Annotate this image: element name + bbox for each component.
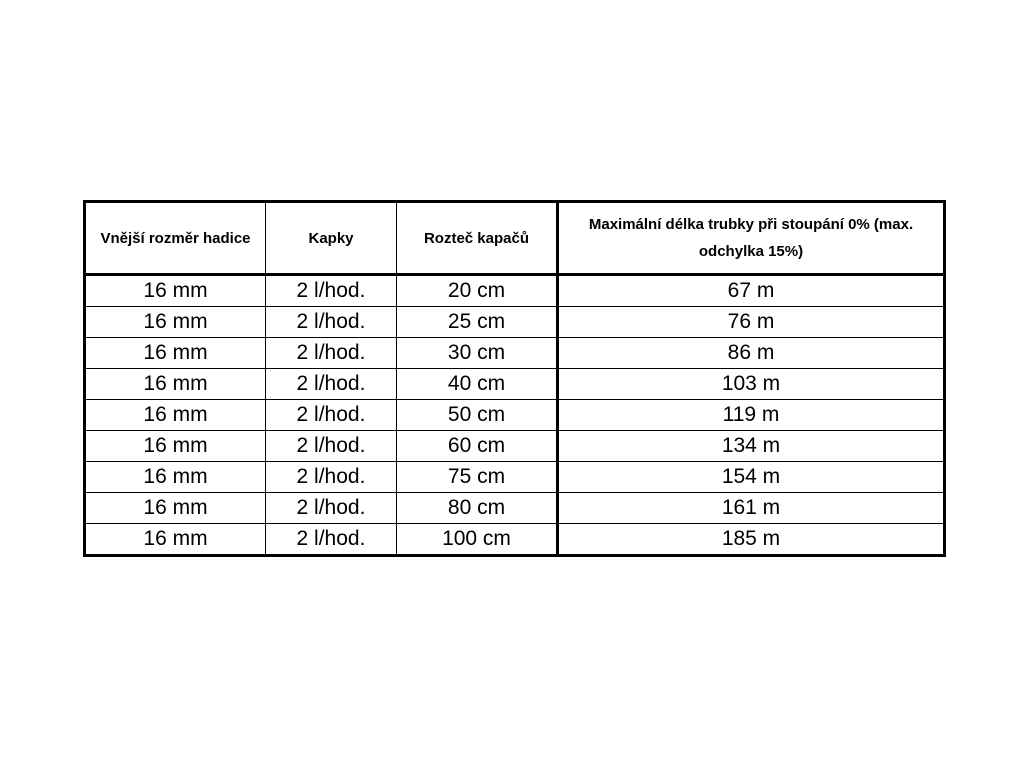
cell-outer-diameter: 16 mm [85,462,266,493]
table-row [85,275,945,307]
cell-dripper-spacing: 60 cm [397,431,558,462]
header-outer-diameter: Vnější rozměr hadice [85,202,266,275]
header-dripper-spacing: Rozteč kapačů [397,202,558,275]
table-row [85,307,945,338]
cell-drops: 2 l/hod. [266,307,397,338]
cell-dripper-spacing: 80 cm [397,493,558,524]
cell-drops: 2 l/hod. [266,369,397,400]
cell-dripper-spacing: 25 cm [397,307,558,338]
cell-max-length: 103 m [558,369,945,400]
cell-max-length: 161 m [558,493,945,524]
cell-outer-diameter: 16 mm [85,307,266,338]
cell-drops: 2 l/hod. [266,275,397,307]
cell-dripper-spacing: 20 cm [397,275,558,307]
cell-drops: 2 l/hod. [266,462,397,493]
table-row [85,524,945,556]
header-drops: Kapky [266,202,397,275]
cell-max-length: 185 m [558,524,945,556]
table-row [85,431,945,462]
cell-drops: 2 l/hod. [266,338,397,369]
cell-outer-diameter: 16 mm [85,400,266,431]
cell-max-length: 119 m [558,400,945,431]
table-body [85,275,945,556]
cell-dripper-spacing: 30 cm [397,338,558,369]
cell-outer-diameter: 16 mm [85,524,266,556]
cell-outer-diameter: 16 mm [85,338,266,369]
cell-max-length: 76 m [558,307,945,338]
cell-outer-diameter: 16 mm [85,493,266,524]
drip-hose-spec-table [83,200,946,557]
header-max-length: Maximální délka trubky při stoupání 0% (max. odchylka 15%) [558,202,945,275]
cell-max-length: 86 m [558,338,945,369]
cell-drops: 2 l/hod. [266,431,397,462]
cell-dripper-spacing: 100 cm [397,524,558,556]
cell-drops: 2 l/hod. [266,524,397,556]
cell-dripper-spacing: 75 cm [397,462,558,493]
cell-dripper-spacing: 50 cm [397,400,558,431]
header-row [85,202,945,275]
cell-max-length: 67 m [558,275,945,307]
table-row [85,400,945,431]
table-row [85,338,945,369]
table-row [85,462,945,493]
cell-outer-diameter: 16 mm [85,431,266,462]
table-row [85,493,945,524]
cell-outer-diameter: 16 mm [85,369,266,400]
table-header [85,202,945,275]
cell-outer-diameter: 16 mm [85,275,266,307]
cell-dripper-spacing: 40 cm [397,369,558,400]
cell-max-length: 154 m [558,462,945,493]
cell-drops: 2 l/hod. [266,493,397,524]
table-row [85,369,945,400]
cell-drops: 2 l/hod. [266,400,397,431]
cell-max-length: 134 m [558,431,945,462]
